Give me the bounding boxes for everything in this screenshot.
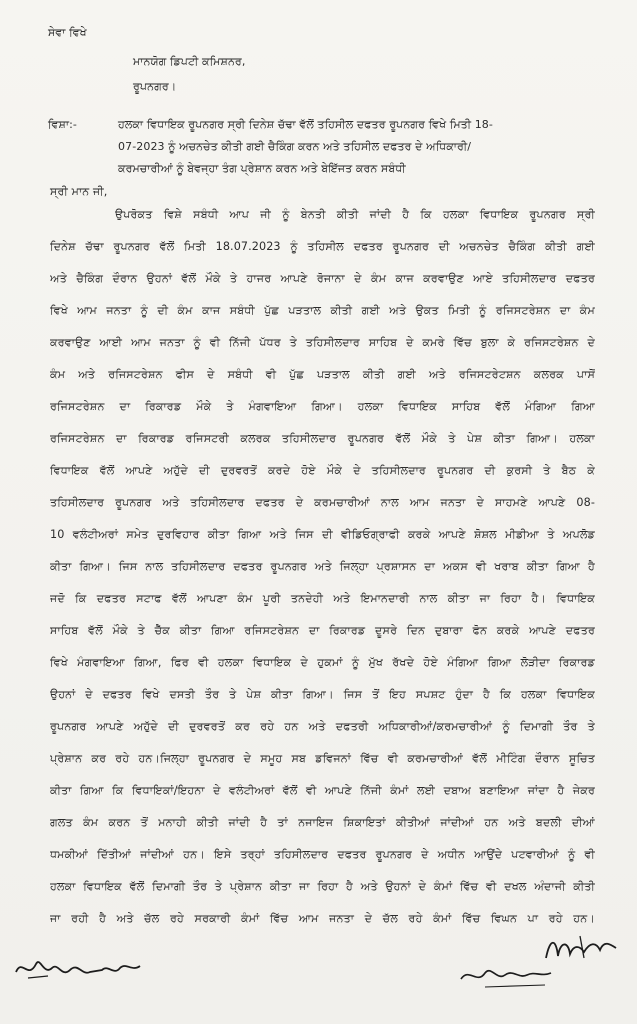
body-line: ਪ੍ਰੇਸ਼ਾਨ ਕਰ ਰਹੇ ਹਨ।ਜਿਲ੍ਹਾ ਰੂਪਨਗਰ ਦੇ ਸਮੂਹ ਸਬ ਡਵਿਜਨਾਂ ਵਿੱਚ ਵੀ ਕਰਮਚਾਰੀਆਂ ਵੱਲੋਂ ਮੀਟਿੰਗ ਦੌਰਾਨ ਸੂਚਿਤ: [50, 752, 595, 765]
body-line: ਕੀਤਾ ਗਿਆ ਕਿ ਵਿਧਾਇਕਾਂ/ਇਹਨਾ ਦੇ ਵਲੰਟੀਅਰਾਂ ਵੱਲੋਂ ਵੀ ਆਪਣੇ ਨਿੱਜੀ ਕੰਮਾਂ ਲਈ ਦਬਾਅ ਬਣਾਇਆ ਜਾਂਦਾ ਹੈ ਜੇਕਰ: [50, 784, 595, 797]
recipient-line-1: ਮਾਨਯੋਗ ਡਿਪਟੀ ਕਮਿਸ਼ਨਰ,: [133, 55, 246, 68]
subject-line-3: ਕਰਮਚਾਰੀਆਂ ਨੂੰ ਬੇਵਜ੍ਹਾ ਤੰਗ ਪ੍ਰੇਸ਼ਾਨ ਕਰਨ ਅਤੇ ਬੇਇੱਜਤ ਕਰਨ ਸਬੰਧੀ: [118, 162, 406, 175]
body-line: ਸਾਹਿਬ ਵੱਲੋਂ ਮੌਕੇ ਤੇ ਚੈੱਕ ਕੀਤਾ ਗਿਆ ਰਜਿਸਟਰੇਸ਼ਨ ਦਾ ਰਿਕਾਰਡ ਦੂਸਰੇ ਦਿਨ ਦੁਬਾਰਾ ਫੋਨ ਕਰਕੇ ਆਪਣੇ ਦਫਤਰ: [50, 624, 595, 637]
body-line: ਉਪਰੋਕਤ ਵਿਸ਼ੇ ਸਬੰਧੀ ਆਪ ਜੀ ਨੂੰ ਬੇਨਤੀ ਕੀਤੀ ਜਾਂਦੀ ਹੈ ਕਿ ਹਲਕਾ ਵਿਧਾਇਕ ਰੂਪਨਗਰ ਸ੍ਰੀ: [115, 208, 595, 221]
signature-right: [540, 928, 630, 968]
body-line: ਵਿਧਾਇਕ ਵੱਲੋਂ ਆਪਣੇ ਅਹੁੱਦੇ ਦੀ ਦੁਰਵਰਤੋਂ ਕਰਦੇ ਹੋਏ ਮੌਕੇ ਦੇ ਤਹਿਸੀਲਦਾਰ ਰੂਪਨਗਰ ਦੀ ਕੁਰਸੀ ਤੇ ਬੈਠ ਕੇ: [50, 464, 595, 477]
body-line: ਕਰਵਾਉਣ ਆਈ ਆਮ ਜਨਤਾ ਨੂੰ ਵੀ ਨਿੱਜੀ ਪੱਧਰ ਤੇ ਤਹਿਸੀਲਦਾਰ ਸਾਹਿਬ ਦੇ ਕਮਰੇ ਵਿੱਚ ਬੁਲਾ ਕੇ ਰਜਿਸਟਰੇਸ਼ਨ ਦੇ: [50, 336, 595, 349]
body-line: ਕੀਤਾ ਗਿਆ। ਜਿਸ ਨਾਲ ਤਹਿਸੀਲਦਾਰ ਦਫਤਰ ਰੂਪਨਗਰ ਅਤੇ ਜਿਲ੍ਹਾ ਪ੍ਰਸ਼ਾਸਨ ਦਾ ਅਕਸ ਵੀ ਖਰਾਬ ਕੀਤਾ ਗਿਆ ਹੈ: [50, 560, 595, 573]
subject-line-2: 07-2023 ਨੂੰ ਅਚਨਚੇਤ ਕੀਤੀ ਗਈ ਚੈਕਿੰਗ ਕਰਨ ਅਤੇ ਤਹਿਸੀਲ ਦਫਤਰ ਦੇ ਅਧਿਕਾਰੀ/: [118, 140, 472, 153]
body-line: ਰੂਪਨਗਰ ਆਪਣੇ ਅਹੁੱਦੇ ਦੀ ਦੁਰਵਰਤੋਂ ਕਰ ਰਹੇ ਹਨ ਅਤੇ ਦਫਤਰੀ ਅਧਿਕਾਰੀਆਂ/ਕਰਮਚਾਰੀਆਂ ਨੂੰ ਦਿਮਾਗੀ ਤੌਰ ਤੇ: [50, 720, 595, 733]
salutation-header: ਸੇਵਾ ਵਿਖੇ: [48, 26, 87, 39]
body-line: ਰਜਿਸਟਰੇਸ਼ਨ ਦਾ ਰਿਕਾਰਡ ਰਜਿਸਟਰੀ ਕਲਰਕ ਤਹਿਸੀਲਦਾਰ ਰੂਪਨਗਰ ਵੱਲੋਂ ਮੌਕੇ ਤੇ ਪੇਸ਼ ਕੀਤਾ ਗਿਆ। ਹਲਕਾ: [50, 432, 595, 445]
body-line: ਤਹਿਸੀਲਦਾਰ ਰੂਪਨਗਰ ਅਤੇ ਤਹਿਸੀਲਦਾਰ ਦਫਤਰ ਦੇ ਕਰਮਚਾਰੀਆਂ ਨਾਲ ਆਮ ਜਨਤਾ ਦੇ ਸਾਹਮਣੇ ਆਪਣੇ 08-: [50, 496, 595, 509]
signature-left: [8, 950, 158, 990]
body-line: ਕੰਮ ਅਤੇ ਰਜਿਸਟਰੇਸ਼ਨ ਫੀਸ ਦੇ ਸਬੰਧੀ ਵੀ ਪੁੱਛ ਪੜਤਾਲ ਕੀਤੀ ਗਈ ਅਤੇ ਰਜਿਸਟਰੇਟਸ਼ਨ ਕਲਰਕ ਪਾਸੋਂ: [50, 368, 595, 381]
body-line: ਉਹਨਾਂ ਦੇ ਦਫਤਰ ਵਿਖੇ ਦਸਤੀ ਤੌਰ ਤੇ ਪੇਸ਼ ਕੀਤਾ ਗਿਆ। ਜਿਸ ਤੋਂ ਇਹ ਸਪਸ਼ਟ ਹੁੰਦਾ ਹੈ ਕਿ ਹਲਕਾ ਵਿਧਾਇਕ: [50, 688, 595, 701]
body-line: ਵਿਖੇ ਆਮ ਜਨਤਾ ਨੂੰ ਦੀ ਕੰਮ ਕਾਜ ਸਬੰਧੀ ਪੁੱਛ ਪੜਤਾਲ ਕੀਤੀ ਗਈ ਅਤੇ ਉਕਤ ਮਿਤੀ ਨੂੰ ਰਜਿਸਟਰੇਸ਼ਨ ਦਾ ਕੰਮ: [50, 304, 595, 317]
body-line: ਜਦੋ ਕਿ ਦਫਤਰ ਸਟਾਫ ਵੱਲੋਂ ਆਪਣਾ ਕੰਮ ਪੂਰੀ ਤਨਦੇਹੀ ਅਤੇ ਇਮਾਨਦਾਰੀ ਨਾਲ ਕੀਤਾ ਜਾ ਰਿਹਾ ਹੈ। ਵਿਧਾਇਕ: [50, 592, 595, 605]
body-line: ਜਾ ਰਹੀ ਹੈ ਅਤੇ ਚੱਲ ਰਹੇ ਸਰਕਾਰੀ ਕੰਮਾਂ ਵਿੱਚ ਆਮ ਜਨਤਾ ਦੇ ਚੱਲ ਰਹੇ ਕੰਮਾਂ ਵਿੱਚ ਵਿਘਨ ਪਾ ਰਹੇ ਹਨ।: [50, 912, 595, 925]
body-line: ਦਿਨੇਸ਼ ਚੱਢਾ ਰੂਪਨਗਰ ਵੱਲੋਂ ਮਿਤੀ 18.07.2023 ਨੂੰ ਤਹਿਸੀਲ ਦਫਤਰ ਰੂਪਨਗਰ ਦੀ ਅਚਨਚੇਤ ਚੈਕਿੰਗ ਕੀਤੀ ਗਈ: [50, 240, 595, 253]
recipient-line-2: ਰੂਪਨਗਰ।: [133, 80, 177, 93]
greeting: ਸ੍ਰੀ ਮਾਨ ਜੀ,: [50, 185, 108, 198]
body-line: 10 ਵਲੰਟੀਅਰਾਂ ਸਮੇਤ ਦੁਰਵਿਹਾਰ ਕੀਤਾ ਗਿਆ ਅਤੇ ਜਿਸ ਦੀ ਵੀਡਿਓਗ੍ਰਾਫੀ ਕਰਕੇ ਆਪਣੇ ਸ਼ੋਸ਼ਲ ਮੀਡੀਆ ਤੇ ਅਪਲੋਡ: [50, 528, 595, 541]
subject-line-1: ਹਲਕਾ ਵਿਧਾਇਕ ਰੂਪਨਗਰ ਸ੍ਰੀ ਦਿਨੇਸ਼ ਚੱਢਾ ਵੱਲੋਂ ਤਹਿਸੀਲ ਦਫਤਰ ਰੂਪਨਗਰ ਵਿਖੇ ਮਿਤੀ 18-: [118, 118, 493, 131]
body-line: ਵਿਖੇ ਮੰਗਵਾਇਆ ਗਿਆ, ਫਿਰ ਵੀ ਹਲਕਾ ਵਿਧਾਇਕ ਦੇ ਹੁਕਮਾਂ ਨੂੰ ਮੁੱਖ ਰੱਖਦੇ ਹੋਏ ਮੰਗਿਆ ਗਿਆ ਲੋੜੀਦਾ ਰਿਕਾਰਡ: [50, 656, 595, 669]
body-line: ਰਜਿਸਟਰੇਸ਼ਨ ਦਾ ਰਿਕਾਰਡ ਮੌਕੇ ਤੇ ਮੰਗਵਾਇਆ ਗਿਆ। ਹਲਕਾ ਵਿਧਾਇਕ ਸਾਹਿਬ ਵੱਲੋਂ ਮੰਗਿਆ ਗਿਆ: [50, 400, 595, 413]
subject-label: ਵਿਸ਼ਾ:-: [48, 118, 77, 131]
body-line: ਹਲਕਾ ਵਿਧਾਇਕ ਵੱਲੋਂ ਦਿਮਾਗੀ ਤੌਰ ਤੇ ਪ੍ਰੇਸ਼ਾਨ ਕੀਤਾ ਜਾ ਰਿਹਾ ਹੈ ਅਤੇ ਉਹਨਾਂ ਦੇ ਕੰਮਾਂ ਵਿੱਚ ਵੀ ਦਖਲ ਅੰਦਾਜੀ ਕੀਤੀ: [50, 880, 595, 893]
body-line: ਅਤੇ ਚੈਕਿੰਗ ਦੌਰਾਨ ਉਹਨਾਂ ਵੱਲੋਂ ਮੌਕੇ ਤੇ ਹਾਜਰ ਆਪਣੇ ਰੋਜਾਨਾ ਦੇ ਕੰਮ ਕਾਜ ਕਰਵਾਉਣ ਆਏ ਤਹਿਸੀਲਦਾਰ ਦਫਤਰ: [50, 272, 595, 285]
body-line: ਧਮਕੀਆਂ ਦਿੱਤੀਆਂ ਜਾਂਦੀਆਂ ਹਨ। ਇਸੇ ਤਰ੍ਹਾਂ ਤਹਿਸੀਲਦਾਰ ਦਫਤਰ ਰੂਪਨਗਰ ਦੇ ਅਧੀਨ ਆਉਂਦੇ ਪਟਵਾਰੀਆਂ ਨੂੰ ਵੀ: [50, 848, 595, 861]
body-line: ਗਲਤ ਕੰਮ ਕਰਨ ਤੋਂ ਮਨਾਹੀ ਕੀਤੀ ਜਾਂਦੀ ਹੈ ਤਾਂ ਨਜਾਇਜ ਸ਼ਿਕਾਇਤਾਂ ਕੀਤੀਆਂ ਜਾਂਦੀਆਂ ਹਨ ਅਤੇ ਬਦਲੀ ਦੀਆਂ: [50, 816, 595, 829]
